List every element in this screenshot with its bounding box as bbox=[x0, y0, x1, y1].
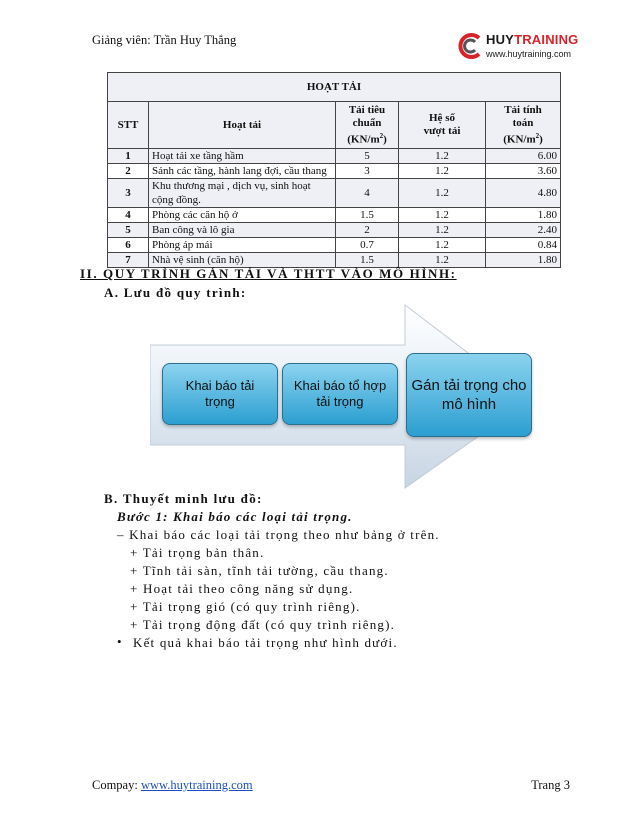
table-title: HOẠT TẢI bbox=[108, 73, 561, 102]
table-row: 1 Hoạt tải xe tầng hầm 5 1.2 6.00 bbox=[108, 149, 561, 164]
list-item: + Hoạt tải theo công năng sử dụng. bbox=[130, 581, 354, 596]
subheading-flowchart: A. Lưu đồ quy trình: bbox=[104, 285, 247, 300]
bullet-icon: • bbox=[117, 634, 123, 649]
table-row: 3 Khu thương mại , dịch vụ, sinh hoạt cộng đồng. 4 1.2 4.80 bbox=[108, 179, 561, 208]
table-row: 7 Nhà vệ sinh (căn hộ) 1.5 1.2 1.80 bbox=[108, 253, 561, 268]
step-intro: – Khai báo các loại tải trọng theo như bảng ở trên. bbox=[117, 527, 440, 542]
table-row: 5 Ban công và lô gia 2 1.2 2.40 bbox=[108, 223, 561, 238]
col-stt: STT bbox=[108, 102, 149, 149]
logo-wordmark: HUYTRAINING bbox=[486, 32, 579, 47]
list-item: + Tĩnh tải sàn, tĩnh tải tường, cầu thang. bbox=[130, 563, 389, 578]
list-item: + Tải trọng bản thân. bbox=[130, 545, 265, 560]
col-standard-load: Tải tiêu chuẩn $(KN/m^2)$ bbox=[336, 102, 399, 149]
page-number: Trang 3 bbox=[531, 778, 570, 792]
footer-company: Compay: www.huytraining.com bbox=[92, 778, 253, 792]
section-heading: II. QUY TRÌNH GÁN TẢI VÀ THTT VÀO MÔ HÌNH: bbox=[80, 266, 457, 281]
subheading-explanation: B. Thuyết minh lưu đồ: bbox=[104, 491, 263, 506]
col-name: Hoạt tải bbox=[149, 102, 336, 149]
huytraining-logo bbox=[455, 28, 579, 64]
table-row: 4 Phòng các căn hộ ở 1.5 1.2 1.80 bbox=[108, 208, 561, 223]
header-lecturer: Giảng viên: Trần Huy Thắng bbox=[92, 33, 237, 47]
process-flowchart bbox=[150, 300, 540, 490]
flow-step-declare-combinations: Khai báo tổ hợp tải trọng bbox=[282, 363, 398, 425]
logo-icon bbox=[455, 31, 485, 61]
list-item: + Tải trọng gió (có quy trình riêng). bbox=[130, 599, 361, 614]
col-design-load: Tải tính toán $(KN/m^2)$ bbox=[486, 102, 561, 149]
table-row: 2 Sảnh các tầng, hành lang đợi, cầu thang 3 1.2 3.60 bbox=[108, 164, 561, 179]
col-overload-factor: Hệ số vượt tải bbox=[399, 102, 486, 149]
logo-url: www.huytraining.com bbox=[486, 49, 572, 59]
result-text: Kết quả khai báo tải trọng như hình dưới. bbox=[133, 635, 398, 650]
footer-link[interactable]: www.huytraining.com bbox=[140, 778, 253, 792]
step-title: Bước 1: Khai báo các loại tải trọng. bbox=[117, 509, 353, 524]
flow-step-assign-loads: Gán tải trọng cho mô hình bbox=[406, 353, 532, 437]
flow-step-declare-loads: Khai báo tải trọng bbox=[162, 363, 278, 425]
live-load-table bbox=[107, 72, 561, 268]
table-row: 6 Phòng áp mái 0.7 1.2 0.84 bbox=[108, 238, 561, 253]
list-item: + Tải trọng động đất (có quy trình riêng). bbox=[130, 617, 396, 632]
